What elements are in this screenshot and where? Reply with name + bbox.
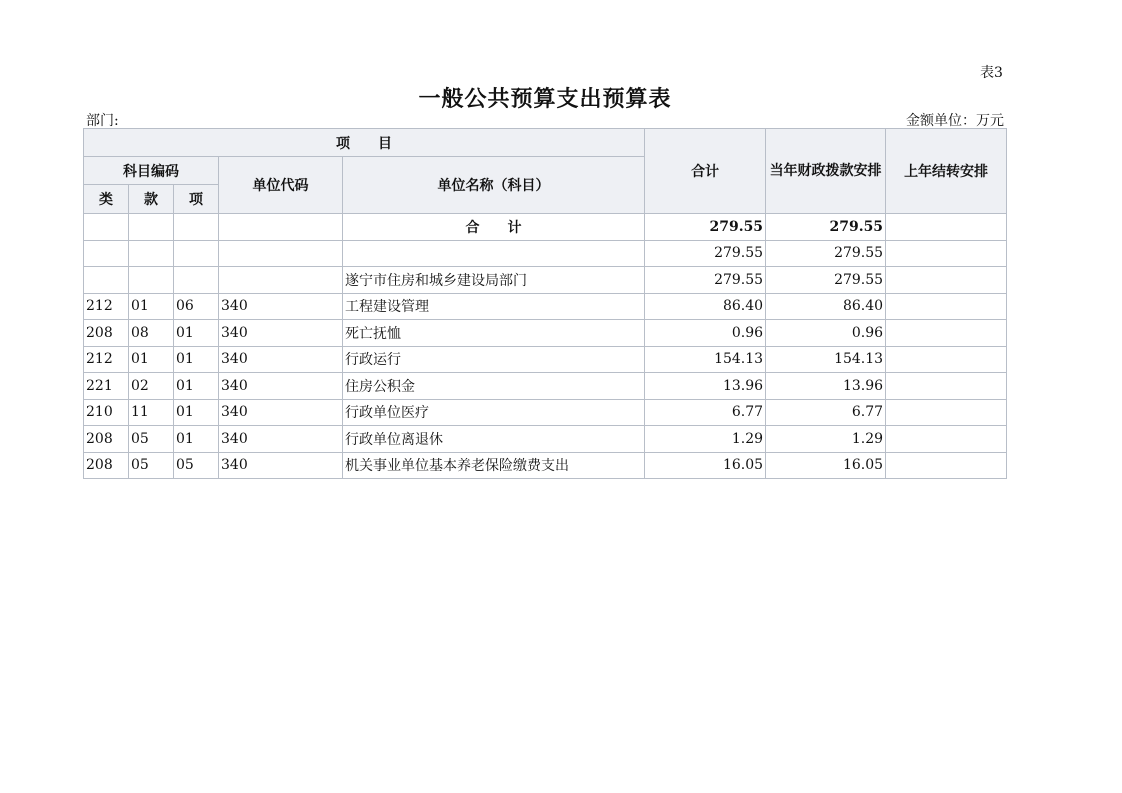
total-cell: 279.55 xyxy=(645,267,766,294)
unit-code-header: 单位代码 xyxy=(219,157,343,214)
table-row xyxy=(84,452,1007,479)
lei-cell xyxy=(84,214,129,241)
lei-cell: 208 xyxy=(84,426,129,453)
table-row xyxy=(84,320,1007,347)
department-label: 部门: xyxy=(86,113,119,129)
unit-code-cell: 340 xyxy=(219,426,343,453)
unit-code-cell: 340 xyxy=(219,452,343,479)
lei-cell: 208 xyxy=(84,452,129,479)
lei-header: 类 xyxy=(84,185,129,214)
unit-name-cell: 合 计 xyxy=(343,214,645,241)
unit-name-cell: 机关事业单位基本养老保险缴费支出 xyxy=(343,452,645,479)
unit-code-cell: 340 xyxy=(219,373,343,400)
table-row xyxy=(84,293,1007,320)
current-year-cell: 0.96 xyxy=(766,320,886,347)
budget-table xyxy=(83,128,1007,479)
table-row xyxy=(84,373,1007,400)
current-year-cell: 279.55 xyxy=(766,267,886,294)
total-cell: 1.29 xyxy=(645,426,766,453)
unit-name-cell: 工程建设管理 xyxy=(343,293,645,320)
kuan-cell xyxy=(129,267,174,294)
table-row xyxy=(84,267,1007,294)
unit-code-cell: 340 xyxy=(219,399,343,426)
lei-cell: 208 xyxy=(84,320,129,347)
lei-cell: 212 xyxy=(84,293,129,320)
xiang-cell xyxy=(174,214,219,241)
total-cell: 0.96 xyxy=(645,320,766,347)
unit-code-cell: 340 xyxy=(219,320,343,347)
current-year-cell: 279.55 xyxy=(766,214,886,241)
unit-code-cell: 340 xyxy=(219,346,343,373)
last-year-cell xyxy=(886,373,1007,400)
total-cell: 279.55 xyxy=(645,214,766,241)
kuan-header: 款 xyxy=(129,185,174,214)
table-row xyxy=(84,426,1007,453)
unit-code-cell xyxy=(219,267,343,294)
unit-name-cell: 住房公积金 xyxy=(343,373,645,400)
xiang-cell: 05 xyxy=(174,452,219,479)
total-cell: 13.96 xyxy=(645,373,766,400)
current-year-cell: 13.96 xyxy=(766,373,886,400)
kuan-cell: 05 xyxy=(129,452,174,479)
unit-name-cell: 行政单位离退休 xyxy=(343,426,645,453)
lei-cell xyxy=(84,267,129,294)
xiang-cell xyxy=(174,240,219,267)
unit-name-cell: 死亡抚恤 xyxy=(343,320,645,347)
table-number: 表3 xyxy=(980,65,1003,81)
unit-name-cell: 遂宁市住房和城乡建设局部门 xyxy=(343,267,645,294)
current-year-cell: 16.05 xyxy=(766,452,886,479)
kuan-cell xyxy=(129,214,174,241)
last-year-cell xyxy=(886,267,1007,294)
table-row xyxy=(84,399,1007,426)
total-cell: 6.77 xyxy=(645,399,766,426)
current-year-cell: 279.55 xyxy=(766,240,886,267)
last-year-cell xyxy=(886,214,1007,241)
total-header: 合计 xyxy=(645,129,766,214)
xiang-header: 项 xyxy=(174,185,219,214)
header-row-1 xyxy=(84,129,1007,157)
kuan-cell: 02 xyxy=(129,373,174,400)
current-year-cell: 1.29 xyxy=(766,426,886,453)
total-cell: 86.40 xyxy=(645,293,766,320)
kuan-cell: 08 xyxy=(129,320,174,347)
lei-cell: 212 xyxy=(84,346,129,373)
total-row xyxy=(84,214,1007,241)
table-row xyxy=(84,346,1007,373)
last-year-header: 上年结转安排 xyxy=(886,129,1007,214)
current-year-header: 当年财政拨款安排 xyxy=(766,129,886,214)
unit-name-cell xyxy=(343,240,645,267)
xiang-cell: 01 xyxy=(174,373,219,400)
last-year-cell xyxy=(886,426,1007,453)
unit-name-header: 单位名称（科目） xyxy=(343,157,645,214)
kuan-cell: 01 xyxy=(129,346,174,373)
kuan-cell: 11 xyxy=(129,399,174,426)
lei-cell xyxy=(84,240,129,267)
total-cell: 154.13 xyxy=(645,346,766,373)
xiang-cell xyxy=(174,267,219,294)
last-year-cell xyxy=(886,240,1007,267)
xiang-cell: 01 xyxy=(174,346,219,373)
xiang-cell: 01 xyxy=(174,320,219,347)
last-year-cell xyxy=(886,346,1007,373)
unit-code-cell xyxy=(219,240,343,267)
kuan-cell: 01 xyxy=(129,293,174,320)
last-year-cell xyxy=(886,452,1007,479)
last-year-cell xyxy=(886,320,1007,347)
kuan-cell xyxy=(129,240,174,267)
project-header: 项 目 xyxy=(84,129,645,157)
current-year-cell: 6.77 xyxy=(766,399,886,426)
lei-cell: 221 xyxy=(84,373,129,400)
xiang-cell: 01 xyxy=(174,399,219,426)
last-year-cell xyxy=(886,293,1007,320)
lei-cell: 210 xyxy=(84,399,129,426)
subject-code-header: 科目编码 xyxy=(84,157,219,185)
unit-code-cell xyxy=(219,214,343,241)
unit-name-cell: 行政单位医疗 xyxy=(343,399,645,426)
xiang-cell: 06 xyxy=(174,293,219,320)
current-year-cell: 86.40 xyxy=(766,293,886,320)
xiang-cell: 01 xyxy=(174,426,219,453)
current-year-cell: 154.13 xyxy=(766,346,886,373)
last-year-cell xyxy=(886,399,1007,426)
kuan-cell: 05 xyxy=(129,426,174,453)
unit-code-cell: 340 xyxy=(219,293,343,320)
amount-unit-label: 金额单位：万元 xyxy=(906,113,1004,129)
total-cell: 16.05 xyxy=(645,452,766,479)
table-row xyxy=(84,240,1007,267)
total-cell: 279.55 xyxy=(645,240,766,267)
page-title: 一般公共预算支出预算表 xyxy=(418,87,672,112)
unit-name-cell: 行政运行 xyxy=(343,346,645,373)
